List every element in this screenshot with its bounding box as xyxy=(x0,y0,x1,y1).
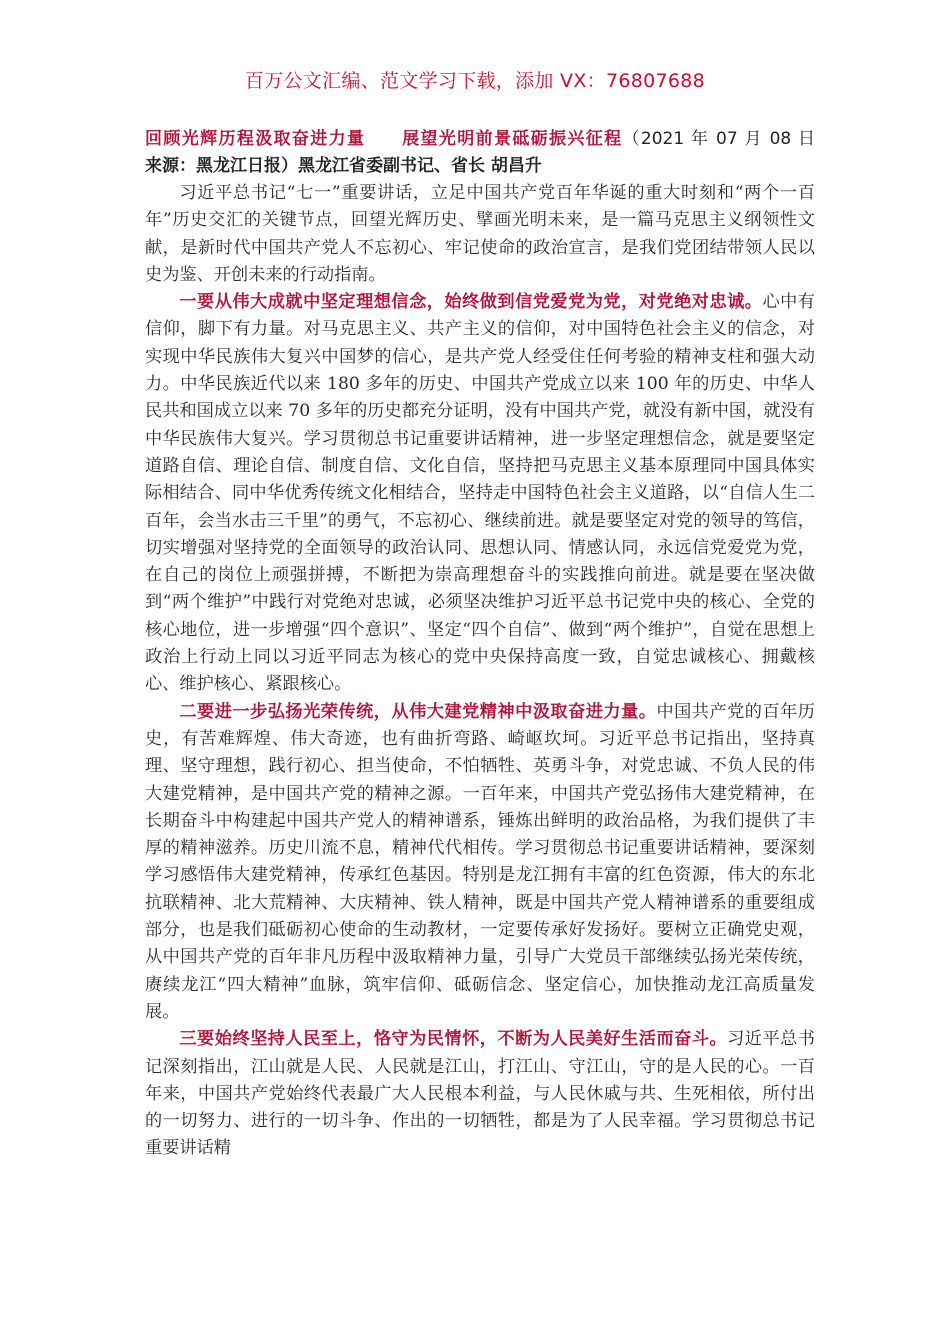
article-body xyxy=(145,126,849,1163)
section-lead-2: 二要进一步弘扬光荣传统，从伟大建党精神中汲取奋进力量。 xyxy=(179,701,657,722)
title-main: 回顾光辉历程汲取奋进力量 展望光明前景砥砺振兴征程 xyxy=(145,129,623,149)
section-lead-3: 三要始终坚持人民至上，恪守为民情怀，不断为人民美好生活而奋斗。 xyxy=(179,1029,728,1050)
section-body-3: 习近平总书记深刻指出，江山就是人民、人民就是江山，打江山、守江山，守的是人民的心。一百年来，中国共产党始终代表最广大人民根本利益，与人民休戚与共、生死相依，所付出的一切努力、进行的一切斗争、作出的一切牺牲，都是为了人民幸福。学习贯彻总书记重要讲话精 xyxy=(145,1029,815,1159)
section-body-1: 心中有信仰，脚下有力量。对马克思主义、共产主义的信仰，对中国特色社会主义的信念，对实现中华民族伟大复兴中国梦的信心，是共产党人经受住任何考验的精神支柱和强大动力。中华民族近代以来 180 多年的历史、中国共产党成立以来 100 年的历史、中华人民共和国成立以来 70 多年的历史都充分证明，没有中国共产党，就没有新中国，就没有中华民族伟大复兴。学习贯彻总书记重要讲话精神，进一步坚定理想信念，就是要坚定道路自信、理论自信、制度自信、文化自信，坚持把马克思主义基本原理同中国具体实际相结合、同中华优秀传统文化相结合，坚持走中国特色社会主义道路，以“自信人生二百年，会当水击三千里”的勇气，不忘初心、继续前进。就是要坚定对党的领导的笃信，切实增强对坚持党的全面领导的政治认同、思想认同、情感认同，永远信党爱党为党，在自己的岗位上顽强拼搏，不断把为崇高理想奋斗的实践推向前进。就是要在坚决做到“两个维护”中践行对党绝对忠诚，必须坚决维护习近平总书记党中央的核心、全党的核心地位，进一步增强“四个意识”、坚定“四个自信”、做到“两个维护”，自觉在思想上政治上行动上同以习近平同志为核心的党中央保持高度一致，自觉忠诚核心、拥戴核心、维护核心、紧跟核心。 xyxy=(145,292,815,695)
section-body-2: 中国共产党的百年历史，有苦难辉煌、伟大奇迹，也有曲折弯路、崎岖坎坷。习近平总书记指出，坚持真理、坚守理想，践行初心、担当使命，不怕牺牲、英勇斗争，对党忠诚、不负人民的伟大建党精神，是中国共产党的精神之源。一百年来，中国共产党弘扬伟大建党精神，在长期奋斗中构建起中国共产党人的精神谱系，锤炼出鲜明的政治品格，为我们提供了丰厚的精神滋养。历史川流不息，精神代代相传。学习贯彻总书记重要讲话精神，要深刻学习感悟伟大建党精神，传承红色基因。特别是龙江拥有丰富的红色资源，伟大的东北抗联精神、北大荒精神、大庆精神、铁人精神，既是中国共产党人精神谱系的重要组成部分，也是我们砥砺初心使命的生动教材，一定要传承好发扬好。要树立正确党史观，从中国共产党的百年非凡历程中汲取精神力量，引导广大党员干部继续弘扬光荣传统，赓续龙江“四大精神”血脉，筑牢信仰、砥砺信念、坚定信心，加快推动龙江高质量发展。 xyxy=(145,701,815,1022)
section-paragraph-1 xyxy=(145,289,815,698)
title-date: （2021 年 07 月 08 日 xyxy=(622,129,849,149)
article-title xyxy=(145,126,849,180)
intro-paragraph: 习近平总书记“七一”重要讲话，立足中国共产党百年华诞的重大时刻和“两个一百年”历史交汇的关键节点，回望光辉历史、擘画光明未来，是一篇马克思主义纲领性文献，是新时代中国共产党人不忘初心、牢记使命的政治宣言，是我们党团结带领人民以史为鉴、开创未来的行动指南。 xyxy=(145,183,815,285)
section-paragraph-2 xyxy=(145,699,815,1027)
header-banner: 百万公文汇编、范文学习下载，添加 VX：76807688 xyxy=(244,70,706,92)
section-lead-1: 一要从伟大成就中坚定理想信念，始终做到信党爱党为党，对党绝对忠诚。 xyxy=(179,292,763,313)
title-source: 来源：黑龙江日报）黑龙江省委副书记、省长 胡昌升 xyxy=(145,156,542,176)
section-paragraph-3 xyxy=(145,1026,815,1162)
